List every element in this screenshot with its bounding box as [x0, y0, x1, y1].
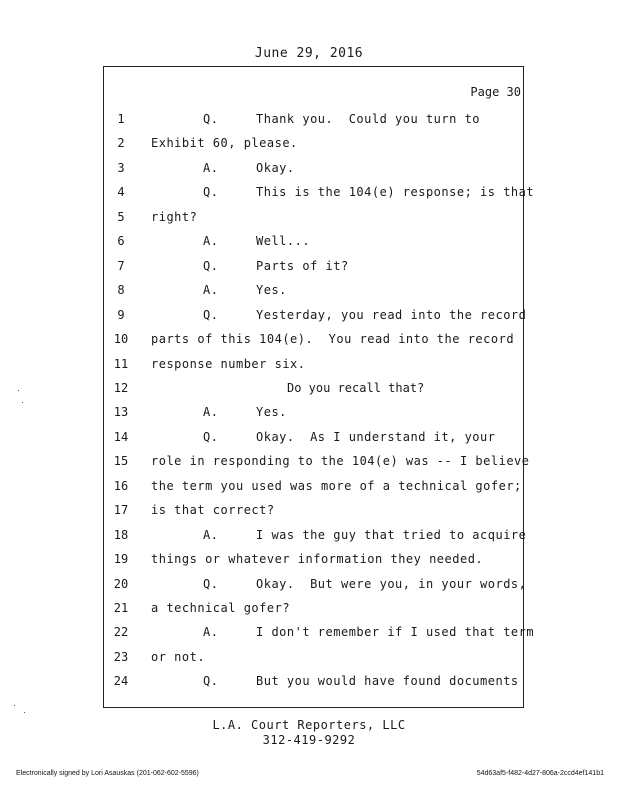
court-reporter-phone: 312-419-9292 [262, 733, 356, 747]
line-number: 16 [113, 478, 129, 493]
line-text: things or whatever information they needed. [151, 552, 484, 567]
line-number: 7 [117, 258, 125, 273]
transcript-line [151, 625, 534, 639]
transcript-line [151, 308, 526, 322]
scan-speck [22, 402, 23, 403]
line-number: 24 [113, 674, 129, 689]
transcript-line [151, 210, 197, 224]
line-number: 13 [113, 405, 129, 420]
line-text: a technical gofer? [151, 601, 291, 615]
page-number: Page 30 [470, 85, 521, 99]
line-text: I don't remember if I used that term [256, 625, 535, 640]
transcript-line [151, 136, 298, 150]
speaker-label: A. [203, 625, 219, 640]
line-text: This is the 104(e) response; is that [256, 185, 535, 200]
line-text: Do you recall that? [287, 380, 425, 395]
line-text: the term you used was more of a technical gofer; [151, 478, 522, 493]
speaker-label: A. [203, 234, 219, 249]
line-text: is that correct? [151, 503, 275, 518]
speaker-label: A. [203, 283, 219, 298]
transcript-line [151, 674, 519, 688]
transcript-date: June 29, 2016 [254, 46, 364, 61]
scan-speck [18, 390, 19, 391]
speaker-label: Q. [203, 674, 219, 689]
line-text: response number six. [151, 356, 306, 371]
line-number: 14 [113, 429, 129, 444]
transcript-line [151, 650, 205, 664]
line-number: 9 [117, 307, 125, 322]
line-text: Parts of it? [256, 258, 349, 273]
transcript-line [151, 479, 522, 493]
line-text: Exhibit 60, please. [151, 136, 298, 151]
speaker-label: A. [203, 160, 219, 175]
transcript-line [151, 332, 514, 346]
line-number: 10 [113, 332, 129, 347]
line-text: right? [151, 209, 198, 224]
line-text: I was the guy that tried to acquire [256, 527, 527, 542]
line-number: 3 [117, 160, 125, 175]
line-text: Well... [256, 234, 311, 249]
transcript-line [151, 503, 275, 517]
line-text: Yesterday, you read into the record [256, 307, 527, 322]
line-number: 12 [113, 380, 129, 395]
line-number: 4 [117, 185, 125, 200]
line-text: role in responding to the 104(e) was -- I believe [151, 454, 530, 469]
document-id: 54d63af5-f482-4d27-806a-2ccd4ef141b1 [476, 770, 604, 777]
line-text: Okay. But were you, in your words, [256, 576, 527, 591]
line-text: Yes. [256, 283, 287, 298]
line-number: 21 [113, 601, 129, 615]
speaker-label: Q. [203, 258, 219, 273]
line-number: 8 [117, 283, 125, 298]
transcript-line [151, 528, 526, 542]
line-text: Thank you. Could you turn to [256, 112, 481, 126]
scan-speck [14, 705, 15, 706]
transcript-line [151, 405, 287, 419]
transcript-line [151, 357, 306, 371]
speaker-label: Q. [203, 185, 219, 200]
line-number: 5 [117, 209, 125, 224]
court-reporter-name: L.A. Court Reporters, LLC [212, 718, 406, 732]
line-number: 2 [117, 136, 125, 151]
transcript-line [151, 552, 483, 566]
line-text: Yes. [256, 405, 287, 420]
line-text: parts of this 104(e). You read into the record [151, 332, 515, 347]
line-number: 15 [113, 454, 129, 469]
speaker-label: Q. [203, 307, 219, 322]
transcript-line [151, 185, 534, 199]
speaker-label: A. [203, 527, 219, 542]
transcript-line [287, 381, 424, 395]
line-number: 6 [117, 234, 125, 249]
line-number: 23 [113, 649, 129, 664]
line-number: 19 [113, 552, 129, 567]
line-number: 22 [113, 625, 129, 640]
transcript-line [151, 577, 526, 591]
electronic-signature-note: Electronically signed by Lori Asauskas (201-062-602-5596) [16, 770, 199, 777]
transcript-line [151, 454, 530, 468]
speaker-label: Q. [203, 112, 219, 126]
speaker-label: Q. [203, 576, 219, 591]
speaker-label: Q. [203, 429, 219, 444]
transcript-line [151, 601, 290, 615]
transcript-line [151, 430, 495, 444]
transcript-line [151, 234, 310, 248]
line-text: Okay. [256, 160, 295, 175]
line-number: 20 [113, 576, 129, 591]
line-number: 1 [117, 112, 125, 126]
line-number: 17 [113, 503, 129, 518]
transcript-line [151, 161, 295, 175]
transcript-line [151, 259, 349, 273]
transcript-line [151, 112, 480, 126]
line-text: or not. [151, 649, 206, 664]
speaker-label: A. [203, 405, 219, 420]
line-text: Okay. As I understand it, your [256, 429, 496, 444]
transcript-line [151, 283, 287, 297]
line-number: 11 [113, 356, 129, 371]
line-text: But you would have found documents [256, 674, 519, 689]
scan-speck [24, 712, 25, 713]
line-number: 18 [113, 527, 129, 542]
